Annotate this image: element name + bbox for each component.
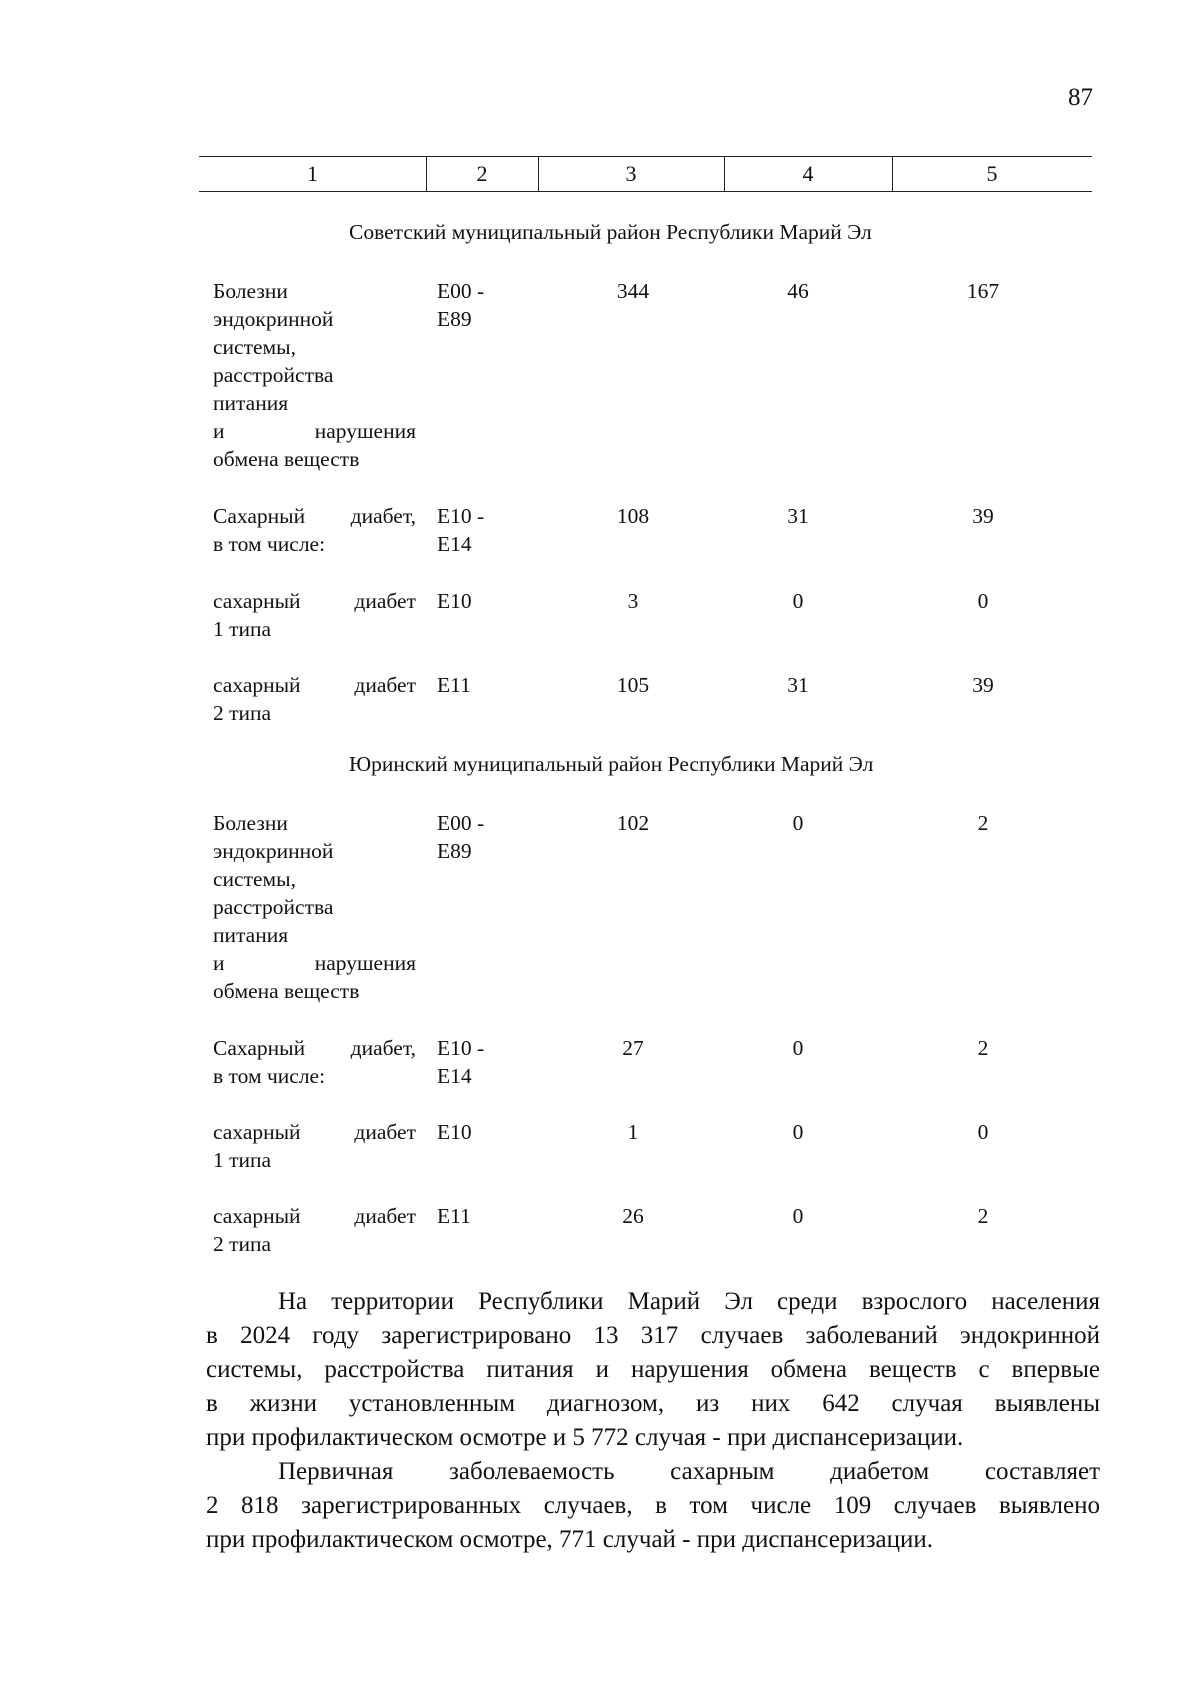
row-value-c4: 0 [792, 589, 804, 613]
paragraph: Первичная заболеваемость сахарным диабетом составляет 2 818 зарегистрированных случаев, в том числе 109 случаев выявлено при профилактическом осмотре, 771 случай - при диспансеризации. [206, 1458, 1100, 1553]
row-value-c3: 102 [616, 811, 650, 835]
paragraph: На территории Республики Марий Эл среди взрослого населения в 2024 году зарегистрировано 13 317 случаев заболеваний эндокринной системы, расстройства питания и нарушения обмена веществ с впервые в жизни установленным диагнозом, из них 642 случая выявлены при профилактическом осмотре и 5 772 случая - при диспансеризации. [206, 1288, 1100, 1451]
section-title: Советский муниципальный район Республики Марий Эл [349, 220, 872, 244]
header-col-5: 5 [986, 161, 998, 186]
row-code: E11 [437, 1204, 471, 1228]
header-col-4: 4 [802, 161, 814, 186]
row-value-c5: 0 [977, 589, 989, 613]
section-title: Юринский муниципальный район Республики Марий Эл [349, 752, 874, 776]
row-name: Сахарный диабет, в том числе: [213, 1036, 416, 1088]
row-value-c4: 31 [787, 504, 809, 528]
header-col-2: 2 [476, 161, 488, 186]
row-value-c5: 39 [972, 673, 994, 697]
row-code: E11 [437, 673, 471, 697]
row-name: сахарный диабет 2 типа [213, 1204, 416, 1256]
page-number: 87 [1068, 84, 1093, 111]
row-name: Болезни эндокринной системы, расстройства питания и нарушения обмена веществ [213, 279, 416, 471]
row-value-c4: 31 [787, 673, 809, 697]
row-name: Болезни эндокринной системы, расстройства питания и нарушения обмена веществ [213, 811, 416, 1003]
row-name: Сахарный диабет, в том числе: [213, 504, 416, 556]
row-value-c4: 0 [792, 811, 804, 835]
row-value-c3: 3 [627, 589, 639, 613]
table-header-row [199, 156, 1092, 192]
row-value-c3: 27 [622, 1036, 644, 1060]
row-value-c4: 0 [792, 1120, 804, 1144]
row-code: E10 [437, 589, 472, 613]
row-name: сахарный диабет 1 типа [213, 589, 416, 641]
header-col-3: 3 [625, 161, 637, 186]
row-value-c5: 0 [977, 1120, 989, 1144]
row-value-c3: 344 [616, 279, 650, 303]
row-value-c5: 2 [977, 1204, 989, 1228]
row-code: E10 - E14 [437, 1036, 485, 1088]
row-value-c4: 0 [792, 1036, 804, 1060]
row-value-c3: 105 [616, 673, 650, 697]
row-value-c5: 2 [977, 811, 989, 835]
row-name: сахарный диабет 1 типа [213, 1120, 416, 1172]
row-code: E10 [437, 1120, 472, 1144]
header-col-1: 1 [307, 161, 318, 186]
row-name: сахарный диабет 2 типа [213, 673, 416, 725]
row-value-c4: 46 [787, 279, 809, 303]
row-code: E10 - E14 [437, 504, 485, 556]
row-value-c3: 108 [616, 504, 650, 528]
row-code: E00 - E89 [437, 279, 485, 331]
row-value-c5: 2 [977, 1036, 989, 1060]
row-value-c4: 0 [792, 1204, 804, 1228]
row-value-c5: 39 [972, 504, 994, 528]
row-value-c5: 167 [966, 279, 1000, 303]
row-code: E00 - E89 [437, 811, 485, 863]
row-value-c3: 1 [627, 1120, 639, 1144]
row-value-c3: 26 [622, 1204, 644, 1228]
